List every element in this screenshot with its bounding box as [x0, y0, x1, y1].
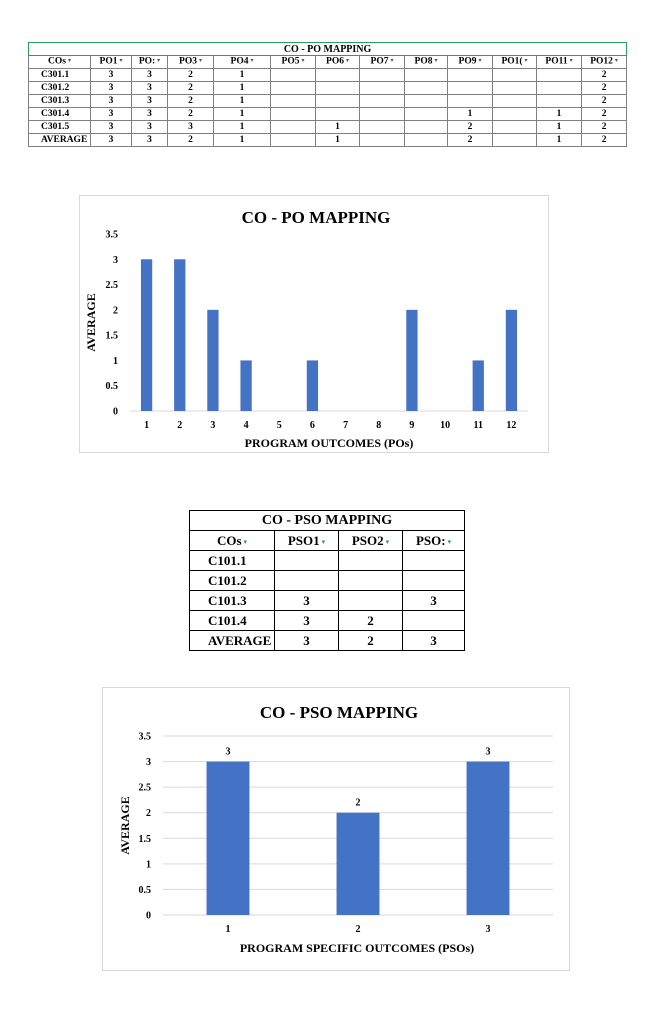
header-label: PO11: [545, 56, 568, 67]
table-row: [190, 591, 465, 611]
filter-dropdown-icon[interactable]: ▾: [250, 58, 254, 65]
po-table-title: CO - PO MAPPING: [29, 43, 627, 56]
x-tick-label: 6: [309, 420, 315, 431]
mapping-value-cell: 2: [168, 82, 214, 95]
mapping-value-cell: [275, 551, 339, 571]
filter-dropdown-icon[interactable]: ▾: [434, 58, 438, 65]
mapping-value-cell: 1: [214, 121, 271, 134]
filter-dropdown-icon[interactable]: ▾: [119, 58, 123, 65]
mapping-value-cell: [403, 551, 465, 571]
mapping-value-cell: 2: [582, 108, 627, 121]
header-label: PSO1: [287, 532, 320, 548]
mapping-value-cell: [271, 69, 316, 82]
x-tick-label: 9: [409, 420, 415, 431]
mapping-value-cell: [360, 69, 405, 82]
mapping-value-cell: 3: [132, 121, 168, 134]
mapping-value-cell: 1: [537, 134, 582, 147]
mapping-value-cell: 3: [275, 611, 339, 631]
mapping-value-cell: [493, 69, 537, 82]
table-row: [29, 95, 627, 108]
filter-dropdown-icon[interactable]: ▾: [390, 58, 394, 65]
table-row: [29, 134, 627, 147]
mapping-value-cell: 3: [403, 631, 465, 651]
x-tick-label: 7: [343, 420, 349, 431]
y-tick-label: 2: [113, 305, 118, 317]
po-table-body: [29, 69, 627, 147]
table-row: [29, 69, 627, 82]
po-header-po8: [405, 56, 448, 69]
mapping-value-cell: [403, 571, 465, 591]
mapping-value-cell: 1: [316, 134, 360, 147]
header-label: PO7: [370, 56, 389, 67]
x-axis-title: PROGRAM OUTCOMES (POs): [244, 436, 414, 450]
y-tick-label: 1: [146, 859, 151, 871]
table-row: [190, 551, 465, 571]
x-tick-label: 2: [355, 924, 361, 935]
po-header-po10: [493, 56, 537, 69]
y-tick-label: 2: [146, 808, 151, 820]
filter-dropdown-icon[interactable]: ▾: [385, 538, 390, 547]
mapping-value-cell: [493, 134, 537, 147]
mapping-value-cell: 3: [132, 82, 168, 95]
co-po-chart-svg: [80, 196, 550, 454]
mapping-value-cell: [271, 82, 316, 95]
chart-title: CO - PO MAPPING: [241, 208, 391, 227]
mapping-value-cell: 3: [275, 591, 339, 611]
mapping-value-cell: [316, 82, 360, 95]
x-tick-label: 3: [210, 420, 216, 431]
filter-dropdown-icon[interactable]: ▾: [478, 58, 482, 65]
po-header-po1: [91, 56, 132, 69]
mapping-value-cell: 2: [339, 631, 403, 651]
po-header-po2: [132, 56, 168, 69]
x-axis-title: PROGRAM SPECIFIC OUTCOMES (PSOs): [239, 941, 475, 955]
x-tick-label: 8: [376, 420, 382, 431]
mapping-value-cell: [537, 95, 582, 108]
header-label: PO1(: [501, 56, 523, 67]
table-row: [190, 611, 465, 631]
mapping-value-cell: 2: [448, 121, 493, 134]
header-label: PO4: [230, 56, 249, 67]
mapping-value-cell: 1: [448, 108, 493, 121]
co-label-cell: C101.3: [190, 591, 275, 611]
mapping-value-cell: 3: [275, 631, 339, 651]
table-row: [190, 631, 465, 651]
filter-dropdown-icon[interactable]: ▾: [569, 58, 573, 65]
mapping-value-cell: [271, 121, 316, 134]
mapping-value-cell: [448, 69, 493, 82]
y-tick-label: 1.5: [138, 833, 151, 845]
header-label: COs: [216, 532, 242, 548]
filter-dropdown-icon[interactable]: ▾: [67, 58, 71, 65]
po-header-cos: [29, 56, 91, 69]
bar: [337, 813, 380, 915]
mapping-value-cell: [360, 108, 405, 121]
mapping-value-cell: 3: [132, 134, 168, 147]
mapping-value-cell: [448, 95, 493, 108]
table-row: [190, 571, 465, 591]
header-label: PO1: [99, 56, 118, 67]
data-label: 2: [355, 797, 361, 809]
mapping-value-cell: [493, 82, 537, 95]
bar: [141, 259, 152, 411]
mapping-value-cell: [360, 82, 405, 95]
filter-dropdown-icon[interactable]: ▾: [524, 58, 528, 65]
mapping-value-cell: 2: [168, 134, 214, 147]
mapping-value-cell: [339, 591, 403, 611]
mapping-value-cell: [271, 134, 316, 147]
mapping-value-cell: 3: [132, 69, 168, 82]
pso-table-body: [190, 551, 465, 651]
filter-dropdown-icon[interactable]: ▾: [321, 538, 326, 547]
mapping-value-cell: [493, 95, 537, 108]
filter-dropdown-icon[interactable]: ▾: [447, 538, 452, 547]
pso-header-cos: [190, 531, 275, 551]
table-row: [29, 82, 627, 95]
co-label-cell: AVERAGE: [29, 134, 91, 147]
co-label-cell: C101.4: [190, 611, 275, 631]
mapping-value-cell: [316, 108, 360, 121]
mapping-value-cell: 3: [91, 108, 132, 121]
header-label: PSO2: [351, 532, 384, 548]
mapping-value-cell: 1: [214, 134, 271, 147]
header-label: PO12: [590, 56, 613, 67]
mapping-value-cell: [537, 82, 582, 95]
po-header-po6: [316, 56, 360, 69]
mapping-value-cell: 2: [168, 95, 214, 108]
table-row: [29, 108, 627, 121]
header-label: PO6: [326, 56, 344, 67]
mapping-value-cell: 1: [537, 108, 582, 121]
table-row: [29, 121, 627, 134]
mapping-value-cell: [493, 108, 537, 121]
co-label-cell: C301.1: [29, 69, 91, 82]
po-header-po4: [214, 56, 271, 69]
y-tick-label: 3.5: [105, 229, 118, 241]
y-tick-label: 0: [146, 910, 151, 922]
po-table-header-row: [29, 56, 627, 69]
filter-dropdown-icon[interactable]: ▾: [157, 58, 161, 65]
filter-dropdown-icon[interactable]: ▾: [301, 58, 305, 65]
mapping-value-cell: [360, 95, 405, 108]
header-label: PO:: [138, 56, 156, 67]
co-label-cell: AVERAGE: [190, 631, 275, 651]
co-label-cell: C301.3: [29, 95, 91, 108]
co-pso-chart-svg: [103, 688, 571, 972]
po-header-po7: [360, 56, 405, 69]
filter-dropdown-icon[interactable]: ▾: [614, 58, 618, 65]
mapping-value-cell: 1: [316, 121, 360, 134]
x-tick-label: 3: [485, 924, 491, 935]
y-axis-title: AVERAGE: [118, 796, 132, 855]
mapping-value-cell: 2: [168, 69, 214, 82]
co-label-cell: C101.2: [190, 571, 275, 591]
bar: [174, 259, 185, 411]
mapping-value-cell: [339, 551, 403, 571]
mapping-value-cell: [316, 95, 360, 108]
bar: [406, 310, 417, 411]
y-tick-label: 2.5: [138, 782, 151, 794]
pso-header-pso2: [339, 531, 403, 551]
mapping-value-cell: [405, 108, 448, 121]
mapping-value-cell: [493, 121, 537, 134]
mapping-value-cell: 2: [582, 82, 627, 95]
mapping-value-cell: 3: [91, 69, 132, 82]
mapping-value-cell: 3: [403, 591, 465, 611]
mapping-value-cell: [316, 69, 360, 82]
y-tick-label: 3: [113, 254, 118, 266]
filter-dropdown-icon[interactable]: ▾: [345, 58, 349, 65]
mapping-value-cell: [403, 611, 465, 631]
x-tick-label: 1: [225, 924, 231, 935]
header-label: PO5: [281, 56, 300, 67]
mapping-value-cell: 3: [91, 121, 132, 134]
pso-header-pso3: [403, 531, 465, 551]
y-tick-label: 1.5: [105, 330, 118, 342]
x-tick-label: 4: [243, 420, 249, 431]
mapping-value-cell: [537, 69, 582, 82]
po-header-po12: [582, 56, 627, 69]
mapping-value-cell: 3: [91, 134, 132, 147]
x-tick-label: 10: [440, 420, 451, 431]
mapping-value-cell: 3: [132, 95, 168, 108]
bar: [240, 360, 251, 411]
co-label-cell: C301.4: [29, 108, 91, 121]
mapping-value-cell: [405, 69, 448, 82]
y-tick-label: 0: [113, 406, 118, 418]
bar: [307, 360, 318, 411]
mapping-value-cell: [360, 121, 405, 134]
y-tick-label: 0.5: [105, 381, 118, 393]
mapping-value-cell: 3: [91, 95, 132, 108]
bar: [207, 310, 218, 411]
x-tick-label: 2: [177, 420, 183, 431]
mapping-value-cell: 1: [537, 121, 582, 134]
mapping-value-cell: 1: [214, 69, 271, 82]
po-header-po11: [537, 56, 582, 69]
y-tick-label: 3.5: [138, 731, 151, 743]
co-po-mapping-table: [28, 42, 627, 147]
pso-header-pso1: [275, 531, 339, 551]
filter-dropdown-icon[interactable]: ▾: [198, 58, 202, 65]
mapping-value-cell: 2: [582, 69, 627, 82]
mapping-value-cell: 2: [582, 95, 627, 108]
x-tick-label: 11: [473, 420, 483, 431]
mapping-value-cell: 2: [448, 134, 493, 147]
mapping-value-cell: 2: [582, 121, 627, 134]
x-tick-label: 12: [506, 420, 517, 431]
bar: [473, 360, 484, 411]
header-label: PSO:: [415, 532, 446, 548]
po-header-po9: [448, 56, 493, 69]
header-label: COs: [48, 56, 66, 67]
y-tick-label: 0.5: [138, 884, 151, 896]
mapping-value-cell: 2: [339, 611, 403, 631]
x-tick-label: 1: [144, 420, 150, 431]
mapping-value-cell: [405, 95, 448, 108]
mapping-value-cell: [275, 571, 339, 591]
mapping-value-cell: 3: [168, 121, 214, 134]
co-pso-mapping-chart: [102, 687, 570, 971]
mapping-value-cell: [405, 134, 448, 147]
header-label: PO8: [414, 56, 433, 67]
mapping-value-cell: 2: [168, 108, 214, 121]
mapping-value-cell: 1: [214, 95, 271, 108]
header-label: PO9: [458, 56, 477, 67]
co-label-cell: C301.2: [29, 82, 91, 95]
mapping-value-cell: [405, 82, 448, 95]
po-header-po5: [271, 56, 316, 69]
header-label: PO3: [179, 56, 197, 67]
filter-dropdown-icon[interactable]: ▾: [243, 538, 248, 547]
co-pso-mapping-table: [189, 510, 465, 651]
mapping-value-cell: [448, 82, 493, 95]
x-tick-label: 5: [276, 420, 282, 431]
y-tick-label: 3: [146, 757, 151, 769]
co-label-cell: C101.1: [190, 551, 275, 571]
y-axis-title: AVERAGE: [84, 293, 98, 352]
mapping-value-cell: 3: [132, 108, 168, 121]
po-header-po3: [168, 56, 214, 69]
mapping-value-cell: 3: [91, 82, 132, 95]
pso-table-header-row: [190, 531, 465, 551]
mapping-value-cell: 1: [214, 82, 271, 95]
bar: [506, 310, 517, 411]
mapping-value-cell: 1: [214, 108, 271, 121]
mapping-value-cell: [405, 121, 448, 134]
y-tick-label: 2.5: [105, 280, 118, 292]
mapping-value-cell: [271, 95, 316, 108]
chart-title: CO - PSO MAPPING: [259, 703, 419, 722]
mapping-value-cell: [339, 571, 403, 591]
data-label: 3: [485, 746, 491, 758]
mapping-value-cell: [360, 134, 405, 147]
data-label: 3: [225, 746, 231, 758]
bar: [467, 762, 510, 915]
co-po-mapping-chart: [79, 195, 549, 453]
pso-table-title: CO - PSO MAPPING: [190, 511, 465, 531]
mapping-value-cell: 2: [582, 134, 627, 147]
y-tick-label: 1: [113, 355, 118, 367]
mapping-value-cell: [271, 108, 316, 121]
bar: [207, 762, 250, 915]
co-label-cell: C301.5: [29, 121, 91, 134]
